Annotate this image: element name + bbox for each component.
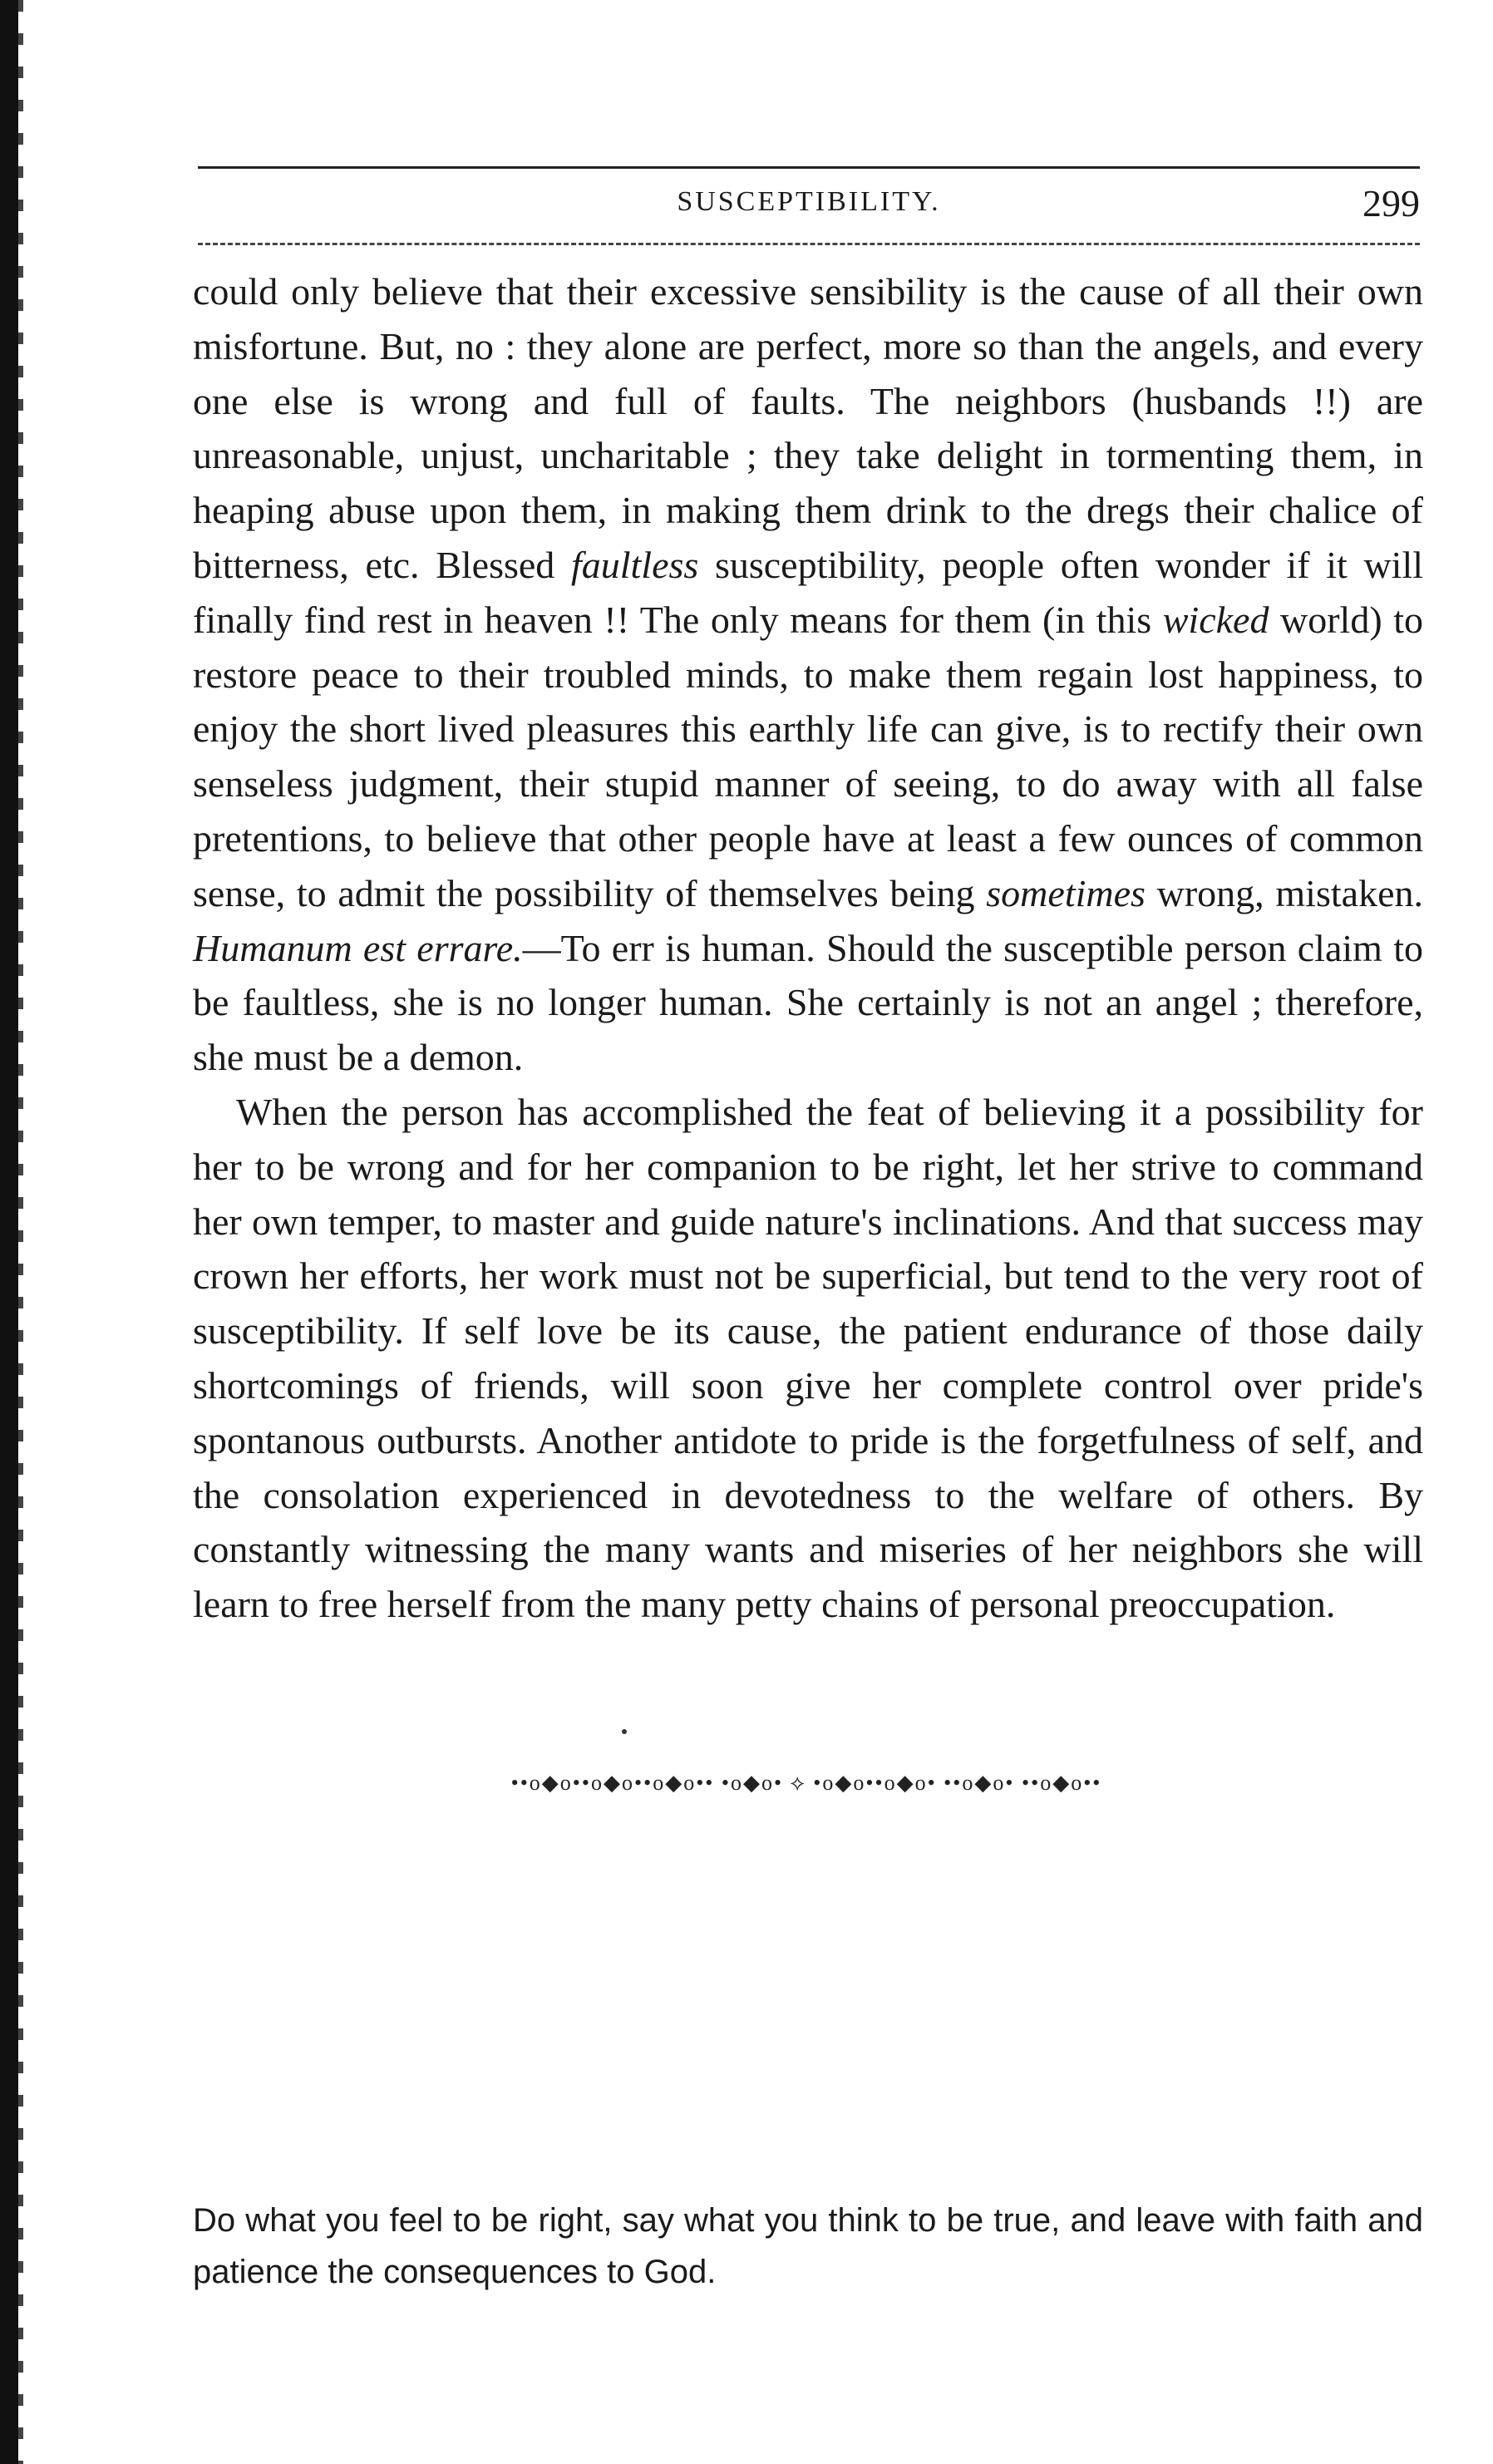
header-rule-top	[198, 166, 1420, 169]
paragraph-1	[193, 264, 1423, 1085]
paragraph-1-part-2: susceptibility, people often wonder if it will finally find rest in heaven !! The only means for them (in this	[193, 543, 1423, 641]
paragraph-1-part-4: wrong, mistaken.	[1145, 871, 1423, 914]
word-faultless: faultless	[570, 543, 699, 586]
running-title: SUSCEPTIBILITY.	[677, 186, 941, 217]
binding-edge	[0, 0, 18, 2464]
maxim	[193, 2195, 1423, 2298]
ornament-divider: ••o◆o••o◆o••o◆o•• •o◆o• ⟡ •o◆o••o◆o• ••o◆o• ••o◆o••	[510, 1771, 1102, 1795]
paragraph-2: When the person has accomplished the feat of believing it a possibility for her to be wrong and for her companion to be right, let her strive to command her own temper, to master and guide nature's inclinations. And that success may crown her efforts, her work must not be superficial, but tend to the very root of susceptibility. If self love be its cause, the patient endurance of those daily shortcomings of friends, will soon give her complete control over pride's spontanous outbursts. Another antidote to pride is the forgetfulness of self, and the consolation experienced in devotedness to the welfare of others. By constantly witnessing the many wants and miseries of her neighbors she will learn to free herself from the many petty chains of personal preoccupation.	[193, 1090, 1423, 1626]
header-rule-bottom	[198, 243, 1420, 245]
word-wicked: wicked	[1162, 598, 1269, 641]
running-head	[198, 181, 1420, 231]
stray-dot	[622, 1729, 627, 1734]
paragraph-1-part-3: world) to restore peace to their troubled minds, to make them regain lost happiness, to enjoy the short lived pleasures this earthly life can give, is to rectify their own senseless judgment, their stupid manner of seeing, to do away with all false pretentions, to believe that other people have at least a few ounces of common sense, to admit the possibility of themselves being	[193, 598, 1423, 914]
paragraph-1-part-5: —To err is human. Should the susceptible person claim to be faultless, she is no longer human. She certainly is not an angel ; therefore, she must be a demon.	[193, 926, 1423, 1079]
word-sometimes: sometimes	[986, 871, 1146, 914]
maxim-text: Do what you feel to be right, say what you think to be true, and leave with faith and patience the consequences to God.	[193, 2202, 1423, 2290]
latin-phrase: Humanum est errare.	[193, 926, 523, 969]
page-number: 299	[1362, 182, 1420, 224]
paragraph-1-part-1: could only believe that their excessive sensibility is the cause of all their own misfortune. But, no : they alone are perfect, more so than the angels, and every one else is wrong and full of faults. The neighbors (husbands !!) are unreasonable, unjust, uncharitable ; they take delight in tormenting them, in heaping abuse upon them, in making them drink to the dregs their chalice of bitterness, etc. Blessed	[193, 270, 1423, 586]
body-text	[193, 264, 1423, 1632]
